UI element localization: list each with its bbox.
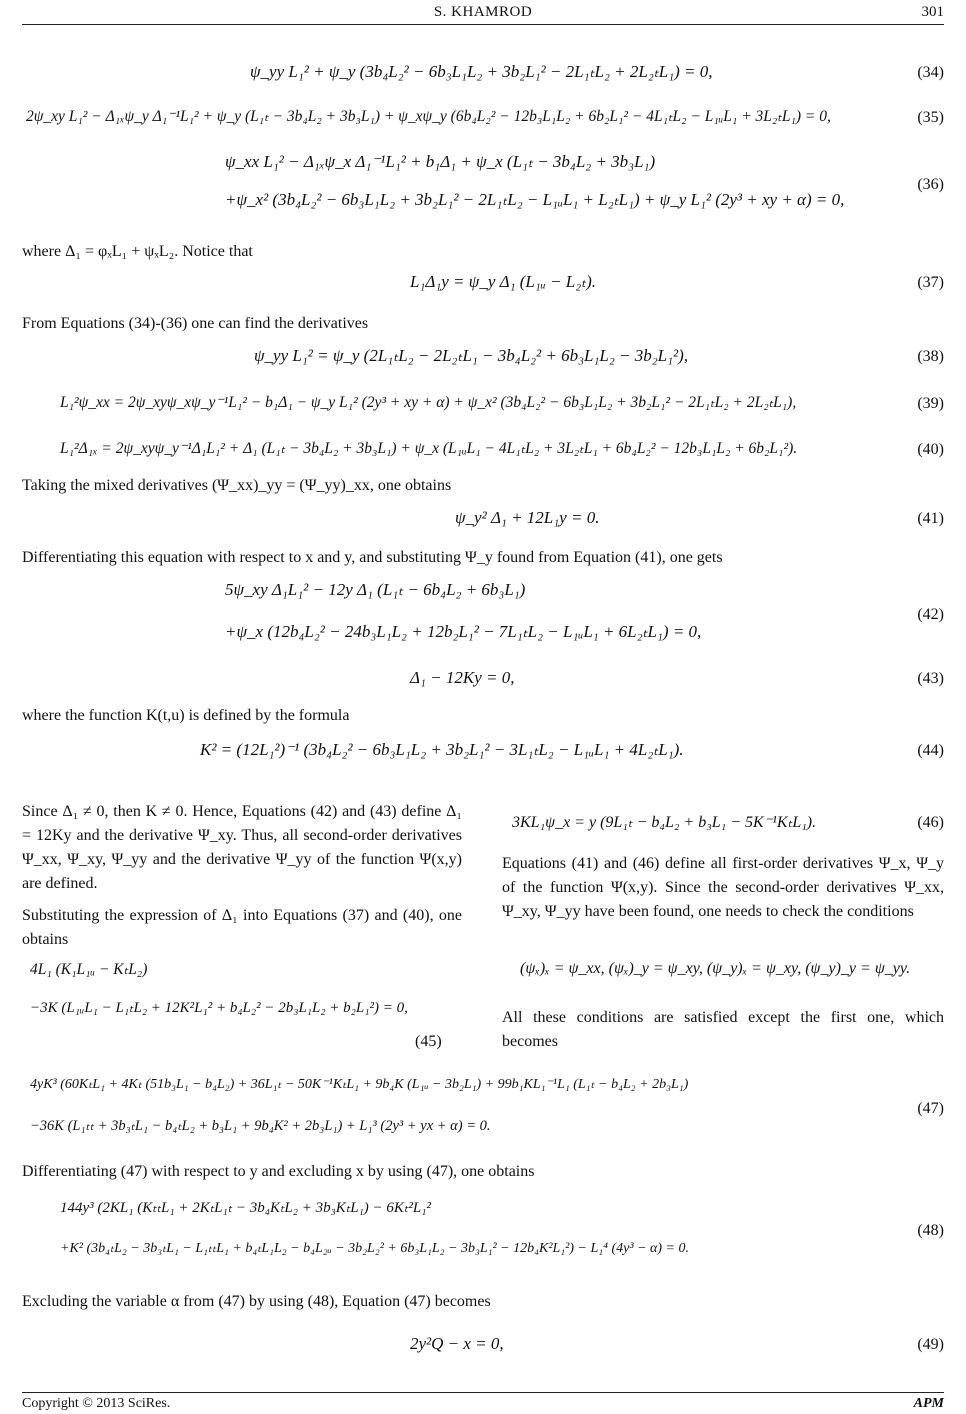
equation-number-35: (35) [917,109,944,126]
paragraph-differentiating: Differentiating this equation with respect to x and y, and substituting Ψ_y found from Equation (41), one gets [22,549,723,566]
footer-journal: APM [913,1396,944,1411]
equation-42-line1: 5ψ_xy Δ₁L₁² − 12y Δ₁ (L₁ₜ − 6b₄L₂ + 6b₃L₁) [225,580,526,599]
equation-41: ψ_y² Δ₁ + 12L₁y = 0. [455,508,600,527]
equation-47-line2: −36K (L₁ₜₜ + 3b₃ₜL₁ − b₄ₜL₂ + b₃L₁ + 9b₄K² + 2b₃L₁) + L₁³ (2y³ + yx + α) = 0. [30,1118,491,1134]
equation-45-line1: 4L₁ (K₁L₁ᵤ − KₜL₂) [30,961,148,978]
equation-42-line2: +ψ_x (12b₄L₂² − 24b₃L₁L₂ + 12b₂L₁² − 7L₁ₜL₂ − L₁ᵤL₁ + 6L₂ₜL₁) = 0, [225,622,702,641]
equation-number-49: (49) [917,1336,944,1353]
paragraph-from-equations: From Equations (34)-(36) one can find the derivatives [22,315,369,332]
equation-43: Δ₁ − 12Ky = 0, [410,668,515,687]
left-column-paragraph-2: Substituting the expression of Δ₁ into Equations (37) and (40), one obtains [22,907,462,948]
equation-35: 2ψ_xy L₁² − Δ₁ₓψ_y Δ₁⁻¹L₁² + ψ_y (L₁ₜ − 3b₄L₂ + 3b₃L₁) + ψ_xψ_y (6b₄L₂² − 12b₃L₁L₂ + 6b₂L₁² − 4L₁ₜL₂ − L₁ᵤL₁ + 3L₂ₜL₁) = 0, [26,108,831,125]
paragraph-differentiating-47: Differentiating (47) with respect to y and excluding x by using (47), one obtains [22,1163,535,1180]
equation-number-46: (46) [917,814,944,831]
right-column-paragraph-2: All these conditions are satisfied except the first one, which becomes [502,1009,944,1050]
equation-number-42: (42) [917,606,944,623]
equation-47-line1: 4yK³ (60KₜL₁ + 4Kₜ (51b₃L₁ − b₄L₂) + 36L₁ₜ − 50K⁻¹KₜL₁ + 9b₄K (L₁ᵤ − 3b₂L₁) + 99b₁KL₁⁻¹L₁ (L₁ₜ − b₄L₂ + 2b₃L₁) [30,1077,689,1092]
equation-number-41: (41) [917,510,944,527]
equation-49: 2y²Q − x = 0, [410,1334,504,1353]
equation-36-line2: +ψ_x² (3b₄L₂² − 6b₃L₁L₂ + 3b₂L₁² − 2L₁ₜL₂ − L₁ᵤL₁ + L₂ₜL₁) + ψ_y L₁² (2y³ + xy + α) = 0, [225,190,845,209]
equation-48-line2: +K² (3b₄ₜL₂ − 3b₃ₜL₁ − L₁ₜₜL₁ + b₄ₜL₁L₂ − b₄L₂ᵤ − 3b₂L₂² + 6b₃L₁L₂ − 3b₃L₁² − 12b₄K²L₁²) − L₁⁴ (4y³ − α) = 0. [60,1241,689,1256]
equation-number-47: (47) [917,1100,944,1117]
derivative-conditions: (ψₓ)ₓ = ψ_xx, (ψₓ)_y = ψ_xy, (ψ_y)ₓ = ψ_xy, (ψ_y)_y = ψ_yy. [520,960,911,977]
header-rule [22,24,944,25]
equation-number-36: (36) [917,176,944,193]
header-page-number: 301 [921,4,944,20]
equation-number-44: (44) [917,742,944,759]
equation-44: K² = (12L₁²)⁻¹ (3b₄L₂² − 6b₃L₁L₂ + 3b₂L₁² − 3L₁ₜL₂ − L₁ᵤL₁ + 4L₂ₜL₁). [200,740,684,759]
footer-copyright: Copyright © 2013 SciRes. [22,1396,171,1411]
equation-38: ψ_yy L₁² = ψ_y (2L₁ₜL₂ − 2L₂ₜL₁ − 3b₄L₂² + 6b₃L₁L₂ − 3b₂L₁²), [254,346,689,365]
equation-number-37: (37) [917,274,944,291]
equation-39: L₁²ψ_xx = 2ψ_xyψ_xψ_y⁻¹L₁² − b₁Δ₁ − ψ_y L₁² (2y³ + xy + α) + ψ_x² (3b₄L₂² − 6b₃L₁L₂ + 3b₂L₁² − 2L₁ₜL₂ + 2L₂ₜL₁), [60,394,797,411]
equation-46: 3KL₁ψ_x = y (9L₁ₜ − b₄L₂ + b₃L₁ − 5K⁻¹KₜL₁). [512,814,817,831]
footer-rule [22,1392,944,1393]
paragraph-where-delta: where Δ₁ = φₓL₁ + ψₓL₂. Notice that [22,243,253,260]
equation-number-45: (45) [415,1033,442,1050]
equation-number-38: (38) [917,348,944,365]
left-column-paragraph-1: Since Δ₁ ≠ 0, then K ≠ 0. Hence, Equations (42) and (43) define Δ₁ = 12Ky and the derivative Ψ_xy. Thus, all second-order derivatives Ψ_xx, Ψ_xy, Ψ_yy and the derivative Ψ_yy of the function Ψ(x,y) are defined. [22,803,462,892]
equation-number-48: (48) [917,1222,944,1239]
paragraph-where-function-k: where the function K(t,u) is defined by the formula [22,707,350,724]
paragraph-excluding-alpha: Excluding the variable α from (47) by using (48), Equation (47) becomes [22,1293,491,1310]
header-author: S. KHAMROD [433,4,533,20]
equation-number-34: (34) [917,64,944,81]
equation-40: L₁²Δ₁ₓ = 2ψ_xyψ_y⁻¹Δ₁L₁² + Δ₁ (L₁ₜ − 3b₄L₂ + 3b₃L₁) + ψ_x (L₁ᵤL₁ − 4L₁ₜL₂ + 3L₂ₜL₁ + 6b₄L₂² − 12b₃L₁L₂ + 6b₂L₁²). [60,440,798,457]
equation-34: ψ_yy L₁² + ψ_y (3b₄L₂² − 6b₃L₁L₂ + 3b₂L₁² − 2L₁ₜL₂ + 2L₂ₜL₁) = 0, [250,62,713,81]
right-column-paragraph-1: Equations (41) and (46) define all first-order derivatives Ψ_x, Ψ_y of the function Ψ(x,y). Since the second-order derivatives Ψ_xx, Ψ_xy, Ψ_yy have been found, one needs to check the conditions [502,855,944,920]
equation-45-line2: −3K (L₁ᵤL₁ − L₁ₜL₂ + 12K²L₁² + b₄L₂² − 2b₃L₁L₂ + b₂L₁²) = 0, [30,1000,408,1016]
equation-number-40: (40) [917,441,944,458]
equation-36-line1: ψ_xx L₁² − Δ₁ₓψ_x Δ₁⁻¹L₁² + b₁Δ₁ + ψ_x (L₁ₜ − 3b₄L₂ + 3b₃L₁) [225,152,656,171]
equation-number-43: (43) [917,670,944,687]
equation-37: L₁Δ₁y = ψ_y Δ₁ (L₁ᵤ − L₂ₜ). [410,272,597,291]
equation-number-39: (39) [917,395,944,412]
equation-48-line1: 144y³ (2KL₁ (KₜₜL₁ + 2KₜL₁ₜ − 3b₄KₜL₂ + 3b₃KₜL₁) − 6Kₜ²L₁² [60,1200,431,1216]
paragraph-mixed-derivatives: Taking the mixed derivatives (Ψ_xx)_yy = (Ψ_yy)_xx, one obtains [22,477,452,494]
